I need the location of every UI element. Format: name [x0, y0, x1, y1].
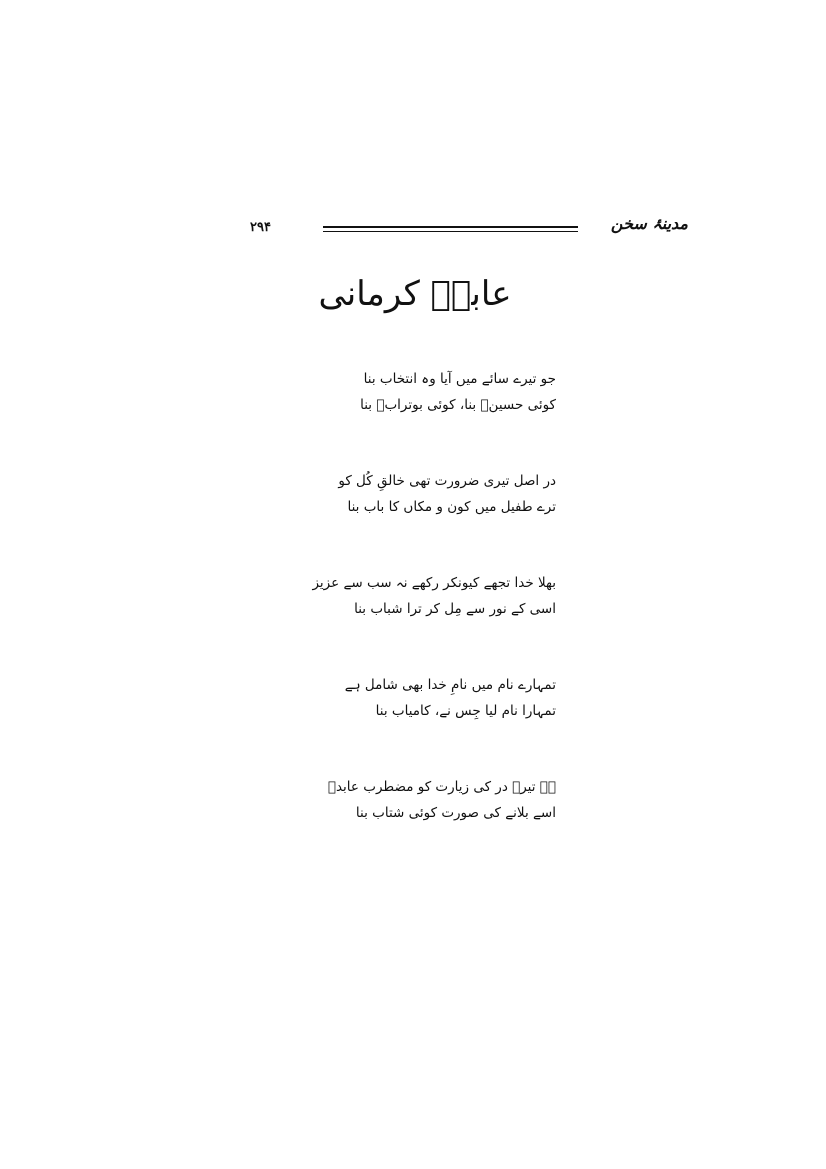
page-number: ۲۹۴	[250, 220, 271, 235]
verse-line: کوئی حسینؑ بنا، کوئی بوترابؑ بنا	[360, 397, 556, 413]
header-double-rule	[323, 226, 578, 233]
verse-line: تمہارے نام میں نامِ خدا بھی شامل ہے	[344, 677, 556, 693]
verse-line: بھلا خدا تجھے کیونکر رکھے نہ سب سے عزیز	[312, 575, 556, 591]
verse-line: جو تیرے سائے میں آیا وہ انتخاب بنا	[363, 371, 556, 387]
verse-line: در اصل تیری ضرورت تھی خالقِ کُل کو	[338, 473, 556, 489]
stanza	[338, 468, 556, 520]
stanza	[312, 570, 556, 622]
stanza	[327, 774, 556, 826]
running-title: مدینۂ سخن	[610, 214, 688, 233]
verse-line: اسے بلانے کی صورت کوئی شتاب بنا	[355, 805, 556, 821]
verse-line: ترے طفیل میں کون و مکاں کا باب بنا	[347, 499, 556, 515]
verse-line: اسی کے نور سے مِل کر ترا شباب بنا	[354, 601, 556, 617]
stanza	[344, 672, 556, 724]
header-rule-thin-line	[323, 231, 578, 232]
verse-line: تمہارا نام لیا جِس نے، کامیاب بنا	[375, 703, 556, 719]
header-rule-thick-line	[323, 226, 578, 228]
poem-body	[312, 366, 556, 876]
stanza	[360, 366, 556, 418]
verse-line: ہے تیرے در کی زیارت کو مضطرب عابدؔ	[327, 779, 556, 795]
poet-name-heading: عابدؔ کرمانی	[318, 274, 512, 314]
